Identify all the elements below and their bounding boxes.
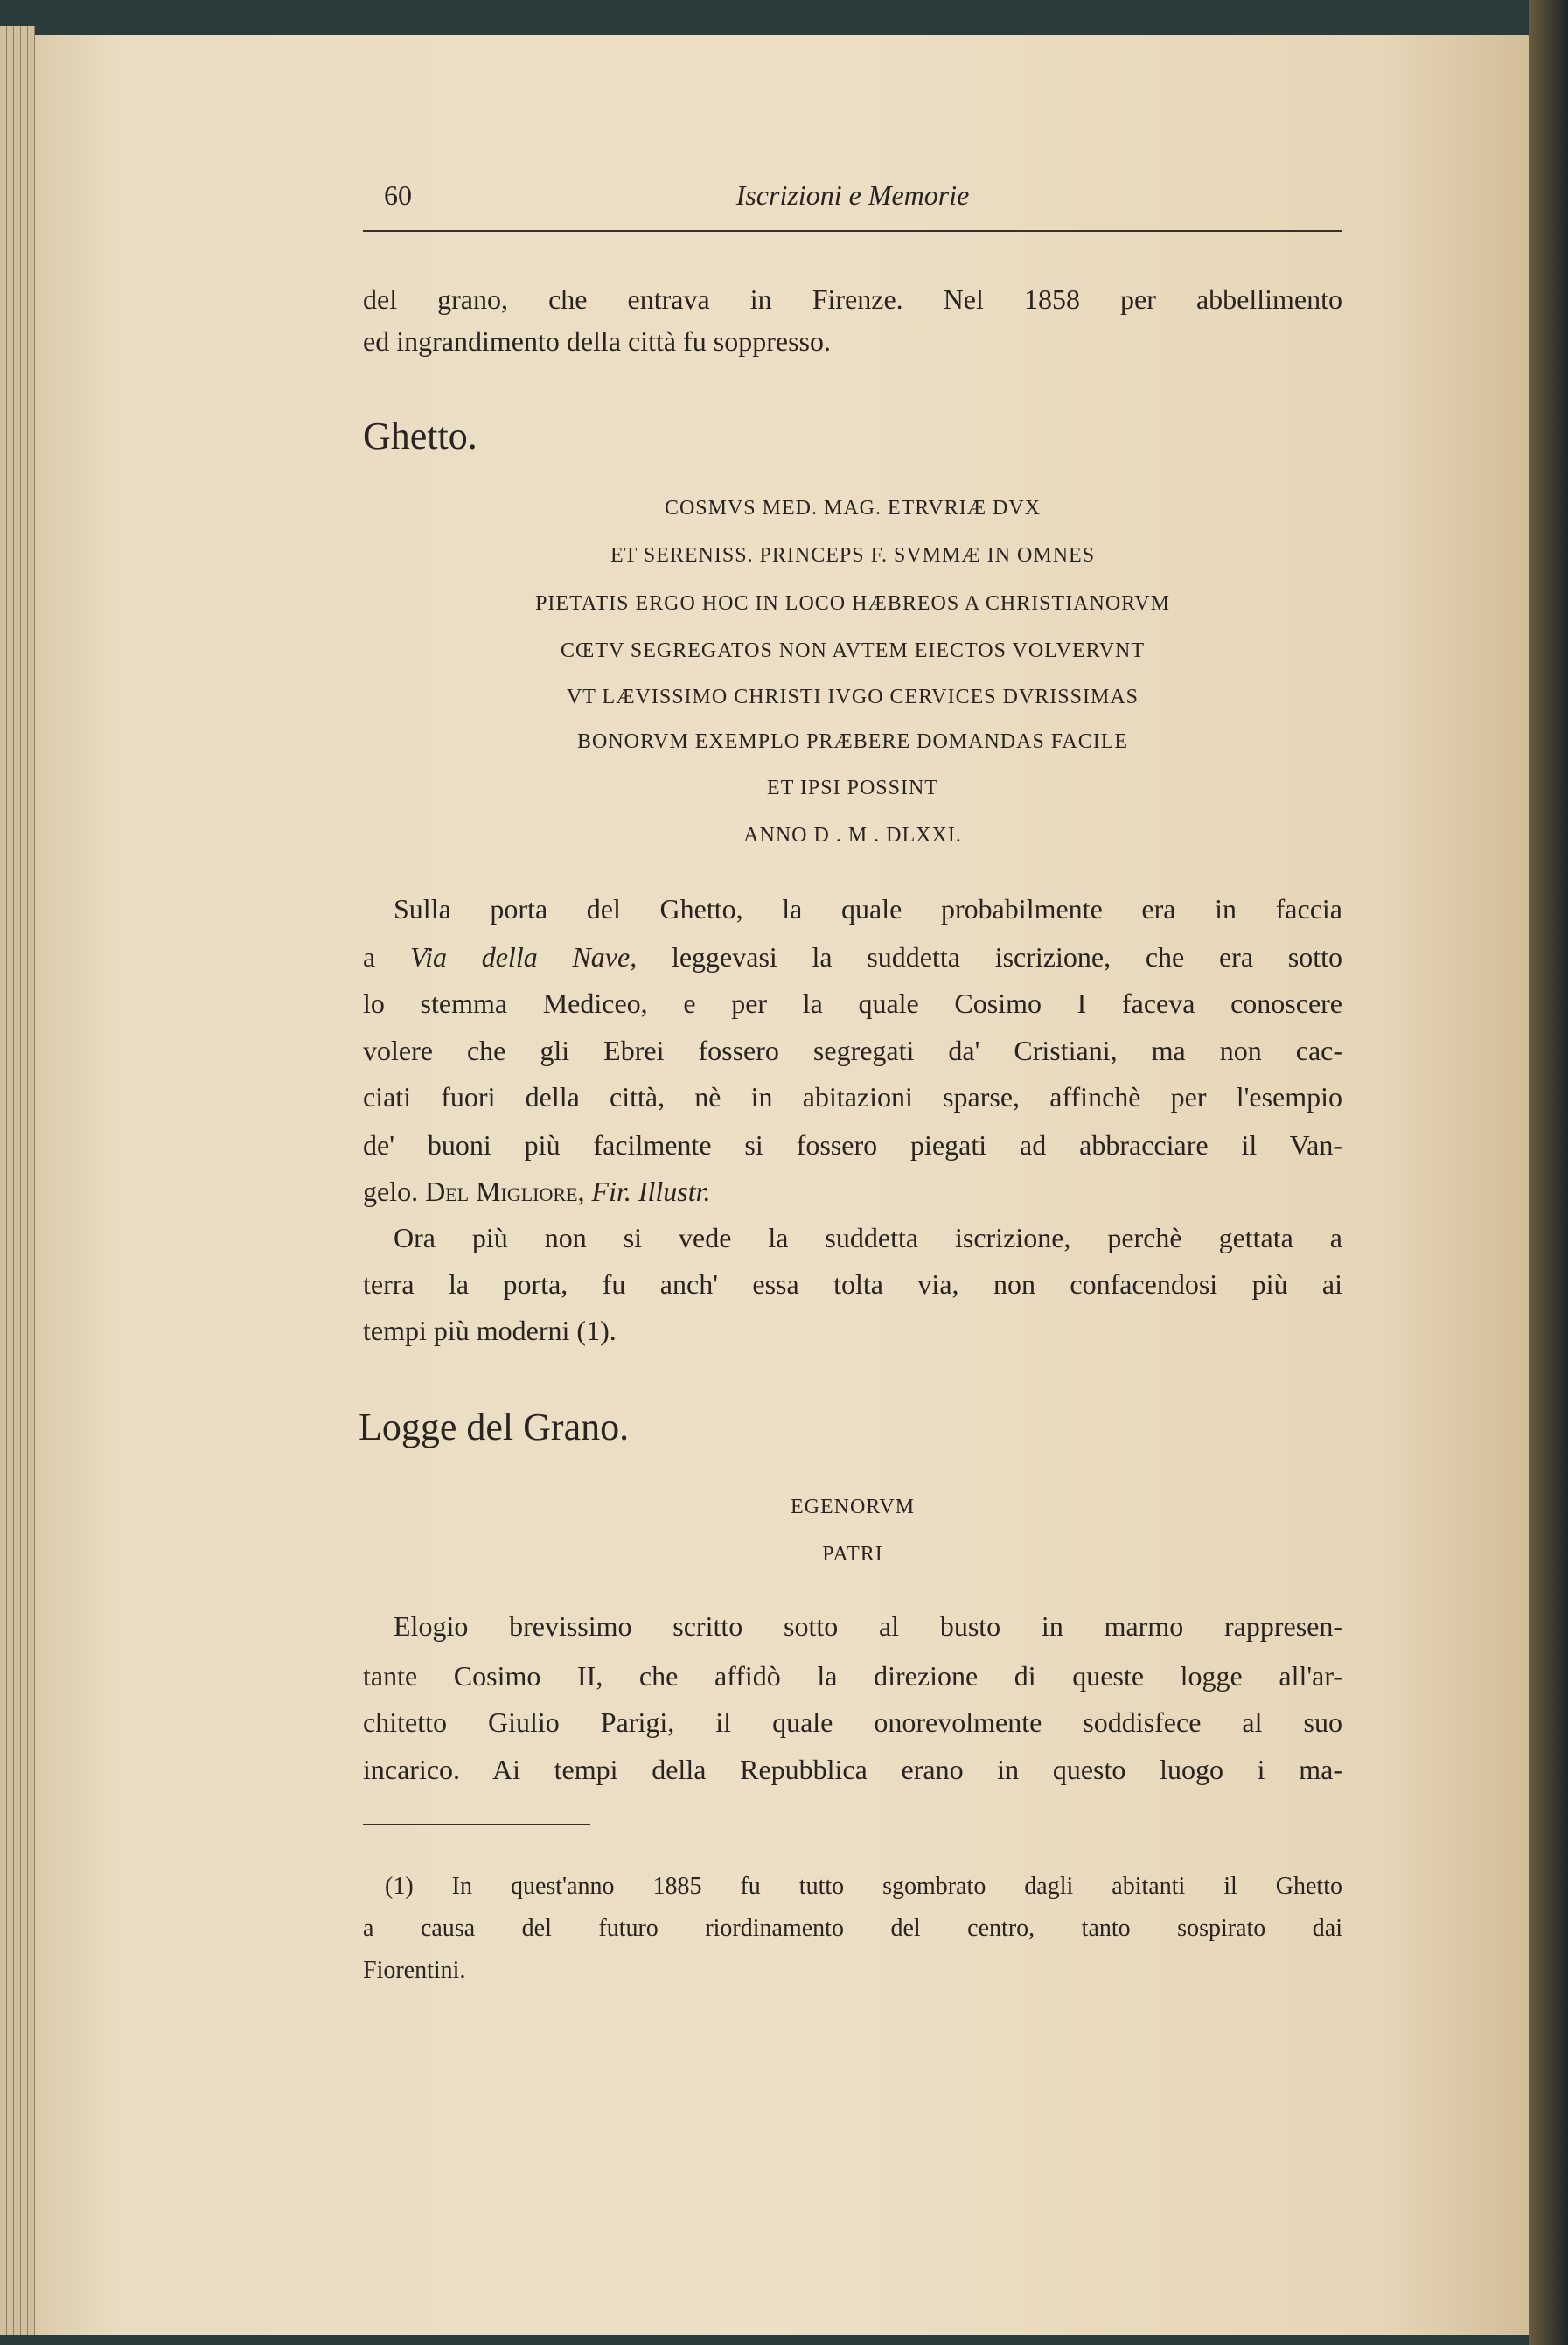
italic-text: Via della Nave, (409, 941, 638, 973)
text-line: incarico. Ai tempi della Repubblica erano in questo luogo i ma- (363, 1754, 1342, 1785)
text-line (363, 1176, 1342, 1207)
footnote-line: a causa del futuro riordinamento del centro, tanto sospirato dai (363, 1915, 1342, 1942)
text-line (363, 942, 1342, 973)
text: gelo. (363, 1176, 419, 1207)
text-line: chitetto Giulio Parigi, il quale onorevolmente soddisfece al suo (363, 1706, 1342, 1738)
text-line: tante Cosimo II, che affidò la direzione di queste logge all'ar- (363, 1660, 1342, 1692)
page-edges (0, 26, 35, 2335)
header-rule (363, 230, 1342, 232)
text-line: Elogio brevissimo scritto sotto al busto in marmo rappresen- (394, 1610, 1342, 1642)
inscription-line: EGENORVM (790, 1496, 916, 1518)
inscription-line: CŒTV SEGREGATOS NON AVTEM EIECTOS VOLVERVNT (560, 639, 1146, 662)
text-line: tempi più moderni (1). (363, 1315, 617, 1346)
text: leggevasi la suddetta iscrizione, che era sotto (671, 941, 1343, 973)
section-heading: Ghetto. (363, 415, 477, 457)
text-line: Ora più non si vede la suddetta iscrizione, perchè gettata a (394, 1222, 1342, 1253)
inscription-line: ANNO D . M . DLXXI. (743, 824, 962, 847)
footnote-rule (363, 1824, 590, 1825)
text-line: terra la porta, fu anch' essa tolta via, non confacendosi più ai (363, 1268, 1342, 1300)
footnote-line: Fiorentini. (363, 1957, 466, 1984)
text-line: del grano, che entrava in Firenze. Nel 1858 per abbellimento (363, 283, 1342, 315)
text-line: ciati fuori della città, nè in abitazioni sparse, affinchè per l'esempio (363, 1081, 1342, 1113)
inscription-line: COSMVS MED. MAG. ETRVRIÆ DVX (664, 497, 1042, 520)
page-number: 60 (384, 179, 412, 211)
inscription-line: PATRI (822, 1543, 883, 1566)
running-title: Iscrizioni e Memorie (735, 179, 970, 211)
inscription-line: PIETATIS ERGO HOC IN LOCO HÆBREOS A CHRISTIANORVM (535, 592, 1170, 615)
italic-text: Fir. Illustr. (591, 1176, 711, 1207)
text-line: lo stemma Mediceo, e per la quale Cosimo I faceva conoscere (363, 988, 1342, 1019)
inscription-line: BONORVM EXEMPLO PRÆBERE DOMANDAS FACILE (576, 730, 1129, 753)
inscription-line: ET IPSI POSSINT (767, 777, 938, 799)
text: a (363, 941, 376, 973)
text-line: Sulla porta del Ghetto, la quale probabilmente era in faccia (394, 893, 1342, 925)
footnote-line: (1) In quest'anno 1885 fu tutto sgombrato dagli abitanti il Ghetto (385, 1873, 1342, 1900)
inscription-line: VT LÆVISSIMO CHRISTI IVGO CERVICES DVRISSIMAS (566, 686, 1139, 708)
text-line: de' buoni più facilmente si fossero piegati ad abbracciare il Van- (363, 1129, 1342, 1161)
book-binding-edge (1529, 0, 1568, 2345)
author-name: Del Migliore, (425, 1176, 585, 1207)
inscription-line: ET SERENISS. PRINCEPS F. SVMMÆ IN OMNES (610, 544, 1096, 567)
section-heading: Logge del Grano. (359, 1406, 630, 1448)
text-line: ed ingrandimento della città fu soppresso. (363, 325, 831, 357)
text-line: volere che gli Ebrei fossero segregati da' Cristiani, ma non cac- (363, 1035, 1342, 1066)
